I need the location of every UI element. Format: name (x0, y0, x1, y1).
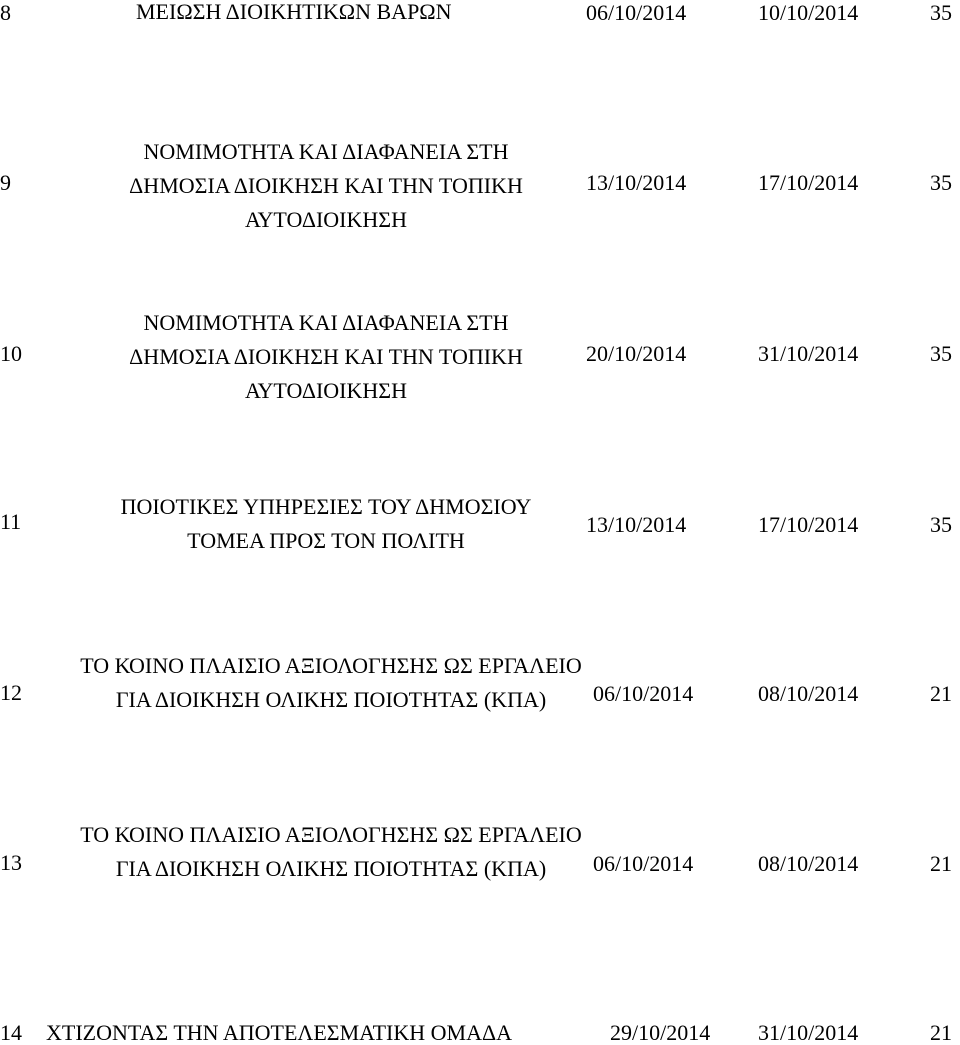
row-number: 13 (0, 850, 22, 875)
hours: 21 (930, 681, 952, 706)
hours: 35 (930, 170, 952, 195)
row-number: 12 (0, 680, 22, 705)
start-date: 06/10/2014 (593, 851, 694, 876)
course-title (46, 649, 616, 717)
course-title-line: ΔΗΜΟΣΙΑ ΔΙΟΙΚΗΣΗ ΚΑΙ ΤΗΝ ΤΟΠΙΚΗ (129, 344, 523, 369)
end-date: 08/10/2014 (758, 681, 859, 706)
course-title: ΧΤΙΖΟΝΤΑΣ ΤΗΝ ΑΠΟΤΕΛΕΣΜΑΤΙΚΗ ΟΜΑΔΑ (46, 1020, 513, 1045)
start-date: 06/10/2014 (593, 681, 694, 706)
course-title-line: ΜΕΙΩΣΗ ΔΙΟΙΚΗΤΙΚΩΝ ΒΑΡΩΝ (136, 0, 452, 24)
row-number: 9 (0, 170, 11, 195)
course-title-line: ΑΥΤΟΔΙΟΙΚΗΣΗ (245, 378, 407, 403)
row-number: 8 (0, 0, 11, 25)
course-title-line: ΤΟ ΚΟΙΝΟ ΠΛΑΙΣΙΟ ΑΞΙΟΛΟΓΗΣΗΣ ΩΣ ΕΡΓΑΛΕΙΟ (80, 653, 582, 678)
course-title-line: ΓΙΑ ΔΙΟΙΚΗΣΗ ΟΛΙΚΗΣ ΠΟΙΟΤΗΤΑΣ (ΚΠΑ) (115, 687, 547, 712)
end-date: 17/10/2014 (758, 170, 859, 195)
course-title-line: ΔΗΜΟΣΙΑ ΔΙΟΙΚΗΣΗ ΚΑΙ ΤΗΝ ΤΟΠΙΚΗ (129, 173, 523, 198)
start-date: 20/10/2014 (586, 341, 687, 366)
course-title (46, 818, 616, 886)
hours: 35 (930, 341, 952, 366)
course-title (46, 135, 606, 237)
end-date: 31/10/2014 (758, 341, 859, 366)
end-date: 31/10/2014 (758, 1020, 859, 1045)
course-title-line: ΤΟΜΕΑ ΠΡΟΣ ΤΟΝ ΠΟΛΙΤΗ (187, 528, 465, 553)
course-title-line: ΓΙΑ ΔΙΟΙΚΗΣΗ ΟΛΙΚΗΣ ΠΟΙΟΤΗΤΑΣ (ΚΠΑ) (115, 856, 547, 881)
start-date: 13/10/2014 (586, 170, 687, 195)
row-number: 11 (0, 509, 22, 534)
course-title-line: ΝΟΜΙΜΟΤΗΤΑ ΚΑΙ ΔΙΑΦΑΝΕΙΑ ΣΤΗ (143, 139, 509, 164)
course-title-line: ΤΟ ΚΟΙΝΟ ΠΛΑΙΣΙΟ ΑΞΙΟΛΟΓΗΣΗΣ ΩΣ ΕΡΓΑΛΕΙΟ (80, 822, 582, 847)
hours: 35 (930, 512, 952, 537)
start-date: 13/10/2014 (586, 512, 687, 537)
course-title-line: ΑΥΤΟΔΙΟΙΚΗΣΗ (245, 207, 407, 232)
hours: 35 (930, 0, 952, 25)
course-title-line: ΝΟΜΙΜΟΤΗΤΑ ΚΑΙ ΔΙΑΦΑΝΕΙΑ ΣΤΗ (143, 310, 509, 335)
course-title (46, 490, 606, 558)
start-date: 29/10/2014 (610, 1020, 711, 1045)
hours: 21 (930, 851, 952, 876)
course-title-line: ΠΟΙΟΤΙΚΕΣ ΥΠΗΡΕΣΙΕΣ ΤΟΥ ΔΗΜΟΣΙΟΥ (120, 494, 532, 519)
hours: 21 (930, 1020, 952, 1045)
start-date: 06/10/2014 (586, 0, 687, 25)
end-date: 08/10/2014 (758, 851, 859, 876)
end-date: 17/10/2014 (758, 512, 859, 537)
row-number: 10 (0, 341, 22, 366)
end-date: 10/10/2014 (758, 0, 859, 25)
row-number: 14 (0, 1020, 22, 1045)
course-title (46, 306, 606, 408)
course-title (46, 0, 586, 29)
